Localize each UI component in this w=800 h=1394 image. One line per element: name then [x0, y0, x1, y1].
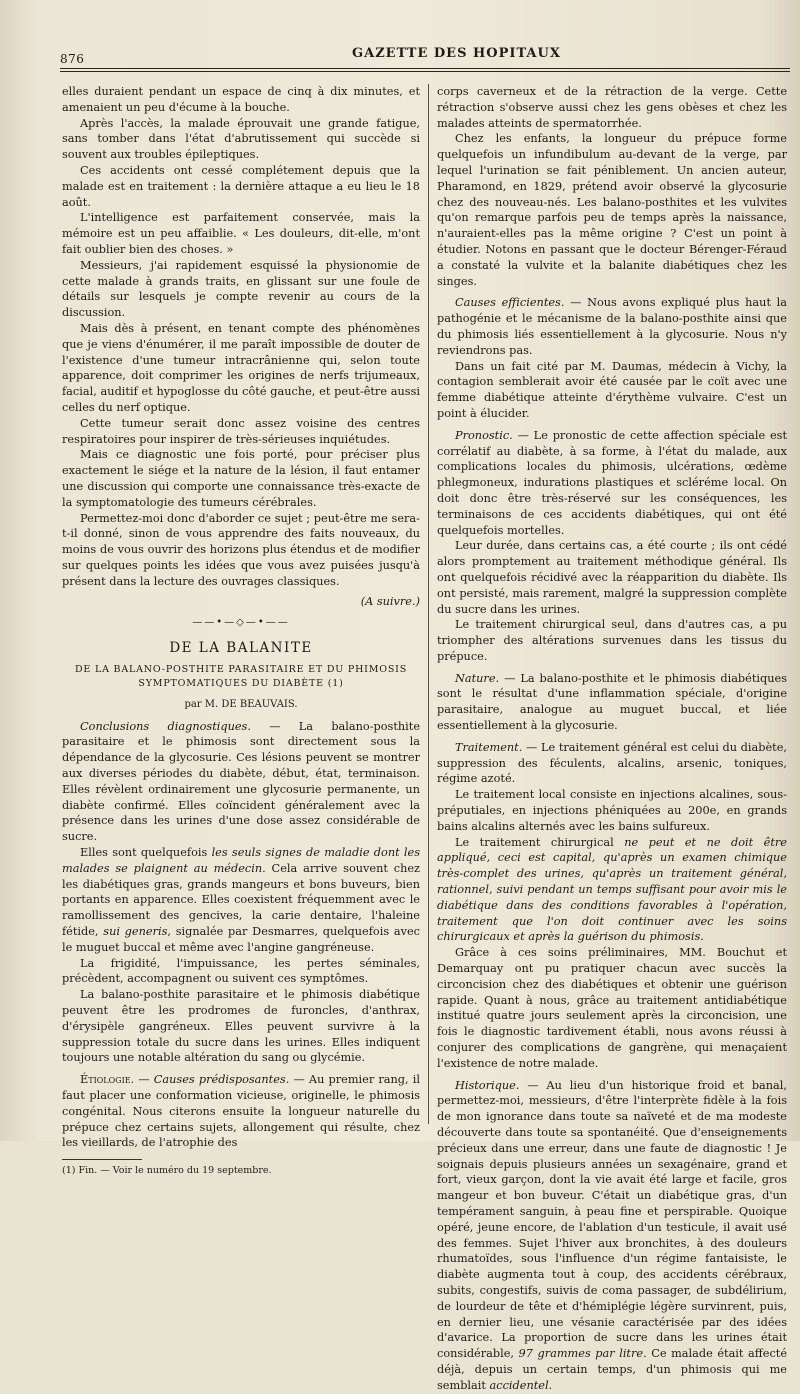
section-heading: Pronostic. [455, 428, 513, 442]
paragraph: Mais ce diagnostic une fois porté, pour préciser plus exactement le siége et la nature de la lésion, il faut entamer une discussion qui comporte une connaissance très-exacte de la symptomatologie des tumeurs cérébrales. [62, 448, 420, 509]
article-subtitle: DE LA BALANO-POSTHITE PARASITAIRE ET DU PHIMOSIS SYMPTOMATIQUES DU DIABÈTE (1) [74, 663, 408, 689]
running-title: GAZETTE DES HOPITAUX [352, 46, 561, 61]
paragraph-etiologie: Étiologie. — Causes prédisposantes. — Au premier rang, il faut placer une conformation vicieuse, originelle, le phimosis congénital. Nous citerons ensuite la longueur naturelle du prépuce chez certains sujets, allongement qui résulte, chez les vieillards, de l'atrophie des [62, 1073, 421, 1150]
paragraph: corps caverneux et de la rétraction de la verge. Cette rétraction s'observe aussi chez les gens obèses et chez les malades atteints de spermatorrhée. [437, 85, 787, 130]
section-heading: Historique. [455, 1078, 520, 1092]
paragraph: Ces accidents ont cessé complétement depuis que la malade est en traitement : la dernière attaque a eu lieu le 18 août. [62, 163, 420, 209]
paragraph-causes: Causes efficientes. — Nous avons expliqué plus haut la pathogénie et le mécanisme de la balano-posthite ainsi que du phimosis liés essentiellement à la glycosurie. Nous n'y reviendrons pas. [437, 296, 788, 357]
paragraph: Leur durée, dans certains cas, a été courte ; ils ont cédé alors promptement au traitement méthodique général. Ils ont quelquefois récidivé avec la réapparition du diabète. Ils ont persisté, mais rarement, malgré la suppression complète du sucre dans les urines. [437, 539, 787, 616]
section-heading: Conclusions diagnostiques. [80, 719, 251, 733]
paragraph: Messieurs, j'ai rapidement esquissé la physionomie de cette malade à grands traits, en glissant sur une foule de détails sur lesquels je compte revenir au cours de la discussion. [62, 258, 420, 320]
right-column [437, 84, 787, 1394]
paragraph: Permettez-moi donc d'aborder ce sujet ; peut-être me sera-t-il donné, sinon de vous apprendre des faits nouveaux, du moins de vous ouvrir des horizons plus étendus et de modifier sur quelques points les idées que vous avez puisées jusqu'à présent dans la lecture des ouvrages classiques. [62, 511, 420, 588]
paragraph-pronostic: Pronostic. — Le pronostic de cette affection spéciale est corrélatif au diabète, à sa forme, à l'état du malade, aux complications locales du phimosis, ulcérations, œdème phlegmoneux, indurations plastiques et scléréme local. On doit donc être très-réservé sur les conséquences, les terminaisons de ces accidents diabétiques, qui ont été quelquefois mortelles. [437, 428, 787, 537]
continuation-note: (A suivre.) [360, 594, 420, 608]
page-number: 876 [60, 52, 85, 66]
section-ornament: ——•—◇—•—— [192, 617, 290, 629]
paragraph: La balano-posthite parasitaire et le phimosis diabétique peuvent être les prodromes de furoncles, d'anthrax, d'érysipèle gangréneux. Elles peuvent survivre à la suppression totale du sucre dans les urines. Elles indiquent toujours une notable altération du sang ou glycémie. [62, 988, 420, 1065]
header-rule [60, 68, 790, 69]
paragraph: Après l'accès, la malade éprouvait une grande fatigue, sans tomber dans l'état d'abrutissement qui succède si souvent aux troubles épileptiques. [62, 116, 420, 162]
paragraph-nature: Nature. — La balano-posthite et le phimosis diabétiques sont le résultat d'une inflammation spéciale, d'origine parasitaire, analogue au muguet buccal, et liée essentiellement à la glycosurie. [437, 671, 787, 733]
article-author: par M. DE BEAUVAIS. [184, 698, 298, 710]
column-divider [428, 84, 429, 1124]
paragraph: Le traitement chirurgical seul, dans d'autres cas, a pu triompher des altérations survenues dans les tissus du prépuce. [437, 618, 787, 663]
footnote-rule [62, 1159, 142, 1160]
footnote: (1) Fin. — Voir le numéro du 19 septembre. [62, 1165, 272, 1177]
paragraph: Chez les enfants, la longueur du prépuce forme quelquefois un infundibulum au-devant de la verge, par lequel l'urination se fait péniblement. Un ancien auteur, Pharamond, en 1829, prétend avoir observé la glycosurie chez des nouveau-nés. Les balano-posthites et les vulvites qu'on remarque parfois peu de temps après la naissance, n'auraient-elles pas la même origine ? C'est un point à étudier. Notons en passant que le docteur Bérenger-Féraud a constaté la vulvite et la balanite diabétiques chez les singes. [437, 132, 787, 288]
left-column [62, 84, 420, 1177]
paragraph: Grâce à ces soins préliminaires, MM. Bouchut et Demarquay ont pu pratiquer chacun avec succès la circoncision chez des diabétiques et obtenir une guérison rapide. Quant à nous, grâce au traitement antidiabétique institué quatre jours seulement après la circoncision, une fois le diagnostic tardivement établi, nous avons réussi à conjurer des complications de gangrène, qui menaçaient l'existence de notre malade. [437, 946, 787, 1070]
paragraph: Dans un fait cité par M. Daumas, médecin à Vichy, la contagion semblerait avoir été causée par le coït avec une femme diabétique atteinte d'érythème vulvaire. C'est un point à élucider. [437, 359, 787, 420]
paragraph: elles duraient pendant un espace de cinq à dix minutes, et amenaient un peu d'écume à la bouche. [62, 85, 420, 114]
section-heading: Causes efficientes. [455, 296, 565, 310]
section-heading: Étiologie. [80, 1073, 135, 1087]
paragraph-conclusions: Conclusions diagnostiques. — La balano-posthite parasitaire et le phimosis sont directement sous la dépendance de la glycosurie. Ces lésions peuvent se montrer aux diverses périodes du diabète, début, état, terminaison. Elles révèlent ordinairement une glycosurie permanente, un diabète confirmé. Elles coïncident généralement avec la présence dans les urines d'une dose assez considérable de sucre. [62, 719, 421, 844]
paragraph: La frigidité, l'impuissance, les pertes séminales, précèdent, accompagnent ou suivent ces symptômes. [62, 956, 420, 986]
paragraph: Le traitement chirurgical ne peut et ne doit être appliqué, ceci est capital, qu'après un examen chimique très-complet des urines, qu'après un traitement général, rationnel, suivi pendant un temps suffisant pour avoir mis le diabétique dans des conditions favorables à l'opération, traitement que l'on doit continuer avec les soins chirurgicaux et après la guérison du phimosis. [437, 835, 787, 944]
section-heading: Traitement. [455, 740, 523, 754]
section-heading: Nature. [455, 671, 500, 685]
paragraph-historique: Historique. — Au lieu d'un historique froid et banal, permettez-moi, messieurs, d'être l'interprète fidèle à la fois de mon ignorance dans toute sa naïveté et de ma modeste découverte dans toute sa spontanéité. Que d'enseignements précieux dans une erreur, dans une faute de diagnostic ! Je soignais depuis plusieurs années un sexagénaire, grand et fort, vieux garçon, dont la vie avait été large et facile, gros mangeur et bon buveur. C'était un diabétique gras, d'un tempérament sanguin, à peau fine et perspirable. Quoique opéré, jeune encore, de l'ablation d'un testicule, il avait usé des femmes. Sujet l'hiver aux bronchites, à des douleurs rhumatoïdes, sous l'influence d'un régime fantaisiste, le diabète augmenta tout à coup, des accidents cérébraux, subits, congestifs, suivis de coma passager, de subdélirium, de lourdeur de tête et d'hémiplégie légère survinrent, puis, en dernier lieu, une vésanie caractérisée par des idées d'avarice. La proportion de sucre dans les urines était considérable, 97 grammes par litre. Ce malade était affecté déjà, depuis un certain temps, d'un phimosis qui me semblait accidentel. [437, 1078, 787, 1392]
article-title: DE LA BALANITE [169, 640, 313, 657]
paragraph: Cette tumeur serait donc assez voisine des centres respiratoires pour inspirer de très-sérieuses inquiétudes. [62, 416, 420, 446]
paragraph: Mais dès à présent, en tenant compte des phénomènes que je viens d'énumérer, il me paraît impossible de douter de l'existence d'une tumeur intracrânienne qui, selon toute apparence, doit comprimer les origines de nerfs trijumeaux, facial, auditif et hypoglosse du côté gauche, et peut-être aussi celles du nerf optique. [62, 321, 420, 414]
paragraph: Le traitement local consiste en injections alcalines, sous-préputiales, en injections phéniquées au 200e, en grands bains alcalins alternés avec les bains sulfureux. [437, 788, 787, 833]
paragraph: L'intelligence est parfaitement conservée, mais la mémoire est un peu affaiblie. « Les douleurs, dit-elle, m'ont fait oublier bien des choses. » [62, 211, 420, 256]
paragraph-traitement: Traitement. — Le traitement général est celui du diabète, suppression des féculents, alcalins, arsenic, toniques, régime azoté. [437, 740, 787, 786]
paragraph: Elles sont quelquefois les seuls signes de maladie dont les malades se plaignent au médecin. Cela arrive souvent chez les diabétiques gras, grands mangeurs et bons buveurs, bien portants en apparence. Elles coexistent fréquemment avec le ramollissement des gencives, la carie dentaire, l'haleine fétide, sui generis, signalée par Desmarres, quelquefois avec le muguet buccal et même avec l'angine gangréneuse. [62, 846, 420, 954]
header-rule-thin [60, 71, 790, 72]
